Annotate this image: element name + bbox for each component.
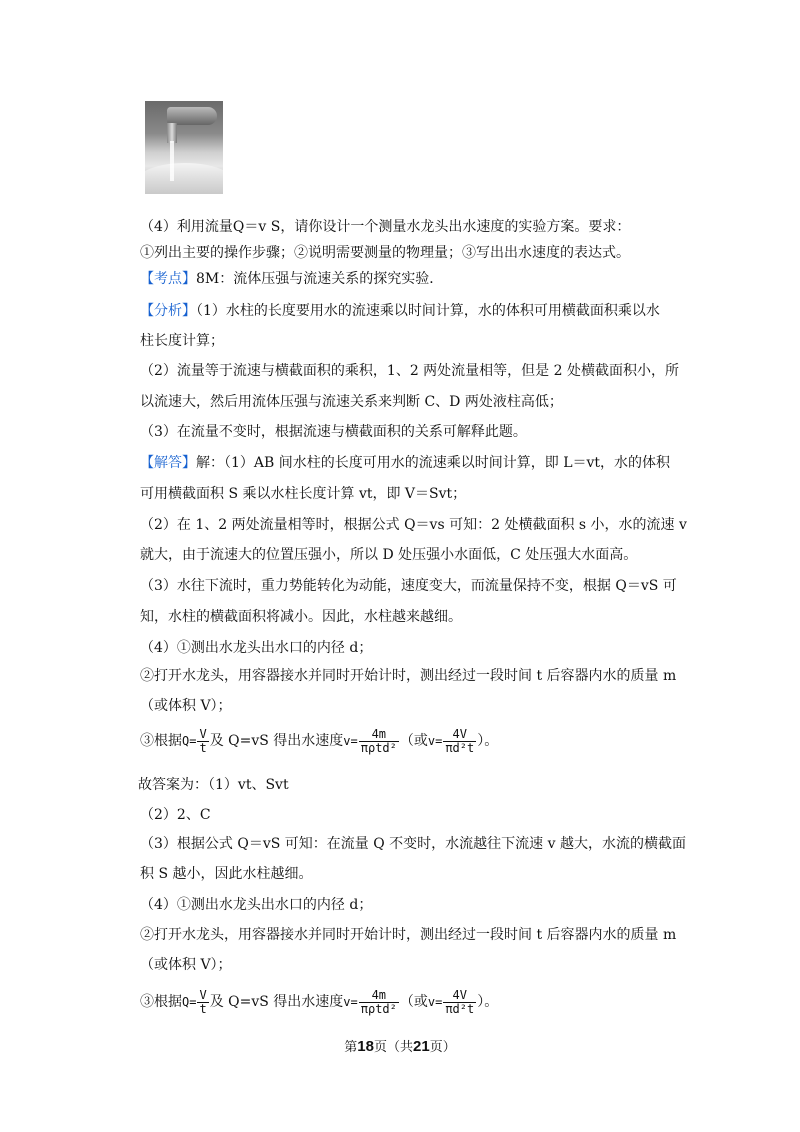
footer-post: 页） xyxy=(429,1040,456,1055)
jieda-text-5: （3）水往下流时，重力势能转化为动能，速度变大，而流量保持不变，根据 Q＝vS 可 xyxy=(140,578,677,594)
fraction-4m xyxy=(359,728,399,755)
fraction-numerator: V xyxy=(199,726,207,741)
fenxi-tag: 【分析】 xyxy=(140,303,196,319)
answer-3-line-2: 积 S 越小，因此水柱越细。 xyxy=(140,866,313,882)
page-footer xyxy=(0,1036,800,1055)
formula-alt-close: ）。 xyxy=(477,994,499,1010)
fraction-v-over-t xyxy=(197,989,208,1016)
v-label: v= xyxy=(343,734,358,748)
fraction-denominator: t xyxy=(199,1001,207,1016)
jieda-text-9: （或体积 V）； xyxy=(140,698,232,714)
fraction-4v xyxy=(443,728,476,755)
jieda-text-3: （2）在 1、2 两处流量相等时，根据公式 Q＝vs 可知：2 处横截面积 s 小，水的流速 v xyxy=(140,517,687,533)
q-label: Q= xyxy=(182,734,197,748)
formula-prefix: ③根据 xyxy=(140,733,182,749)
water-stream xyxy=(170,141,174,181)
jieda-tag: 【解答】 xyxy=(140,455,196,471)
fenxi-text-5: （3）在流量不变时，根据流速与横截面积的关系可解释此题。 xyxy=(140,424,527,440)
fraction-4m xyxy=(359,989,399,1016)
answer-3-line-1: （3）根据公式 Q＝vS 可知：在流量 Q 不变时，水流越往下流速 v 越大，水流的横截面 xyxy=(140,836,686,852)
formula-line-2 xyxy=(140,988,498,1016)
footer-mid: 页（共 xyxy=(373,1040,413,1055)
fraction-denominator: t xyxy=(199,740,207,755)
formula-alt-close: ）。 xyxy=(477,733,499,749)
q-label: Q= xyxy=(182,995,197,1009)
fraction-v-over-t xyxy=(197,728,208,755)
answer-header: 故答案为：（1）vt、Svt xyxy=(138,777,289,793)
jieda-text-8: ②打开水龙头，用容器接水并同时开始计时，测出经过一段时间 t 后容器内水的质量 m xyxy=(140,668,677,684)
fraction-numerator: V xyxy=(199,987,207,1002)
answer-4-line-3: （或体积 V）； xyxy=(140,957,232,973)
fraction-numerator: 4V xyxy=(443,989,476,1003)
formula-alt-open: （或 xyxy=(399,994,428,1010)
jieda-text-1: 解：（1）AB 间水柱的长度可用水的流速乘以时间计算，即 L＝vt，水的体积 xyxy=(196,455,671,471)
footer-pre: 第 xyxy=(344,1040,358,1055)
fenxi-text-2: 柱长度计算； xyxy=(140,333,224,349)
jieda-text-7: （4）①测出水龙头出水口的内径 d； xyxy=(140,640,373,656)
fraction-numerator: 4V xyxy=(443,728,476,742)
page-total: 21 xyxy=(413,1038,430,1055)
jieda-text-6: 知，水柱的横截面积将减小。因此，水柱越来越细。 xyxy=(140,609,462,625)
kaodian-tag: 【考点】 xyxy=(140,271,196,287)
fraction-denominator: πρtd² xyxy=(360,1001,397,1016)
page-number: 18 xyxy=(357,1038,374,1055)
answer-4-line-2: ②打开水龙头，用容器接水并同时开始计时，测出经过一段时间 t 后容器内水的质量 m xyxy=(140,927,677,943)
basin-shape xyxy=(145,163,223,194)
answer-4-line-1: （4）①测出水龙头出水口的内径 d； xyxy=(140,897,373,913)
answer-2: （2）2、C xyxy=(140,807,211,823)
jieda-text-2: 可用横截面积 S 乘以水柱长度计算 vt，即 V＝Svt； xyxy=(140,486,467,502)
v-label-alt: v= xyxy=(427,995,443,1009)
kaodian-line xyxy=(140,270,443,288)
formula-mid: 及 Q=vS 得出水速度 xyxy=(209,994,344,1010)
fenxi-text-1: （1）水柱的长度要用水的流速乘以时间计算，水的体积可用横截面积乘以水 xyxy=(196,303,660,319)
fraction-4v xyxy=(443,989,476,1016)
fenxi-text-4: 以流速大，然后用流体压强与流速关系来判断 C、D 两处液柱高低； xyxy=(140,394,563,410)
fraction-numerator: 4m xyxy=(359,989,399,1003)
kaodian-text: 8M：流体压强与流速关系的探究实验． xyxy=(196,271,444,287)
fenxi-line xyxy=(140,302,660,320)
jieda-text-4: 就大，由于流速大的位置压强小，所以 D 处压强小水面低，C 处压强大水面高。 xyxy=(140,547,638,563)
jieda-line xyxy=(140,454,670,472)
spout-shape xyxy=(167,123,177,143)
fraction-numerator: 4m xyxy=(359,728,399,742)
faucet-photo xyxy=(145,101,223,194)
formula-prefix: ③根据 xyxy=(140,994,182,1010)
question-4: （4）利用流量Q＝v S，请你设计一个测量水龙头出水速度的实验方案。要求： xyxy=(140,219,631,235)
question-requirements: ①列出主要的操作步骤；②说明需要测量的物理量；③写出出水速度的表达式。 xyxy=(140,245,630,261)
formula-mid: 及 Q=vS 得出水速度 xyxy=(209,733,344,749)
fraction-denominator: πd²t xyxy=(445,740,475,755)
v-label-alt: v= xyxy=(427,734,443,748)
v-label: v= xyxy=(343,995,358,1009)
formula-line-1 xyxy=(140,727,498,755)
fraction-denominator: πd²t xyxy=(445,1001,475,1016)
formula-alt-open: （或 xyxy=(399,733,428,749)
fraction-denominator: πρtd² xyxy=(360,740,397,755)
fenxi-text-3: （2）流量等于流速与横截面积的乘积，1、2 两处流量相等，但是 2 处横截面积小，所 xyxy=(140,363,679,379)
